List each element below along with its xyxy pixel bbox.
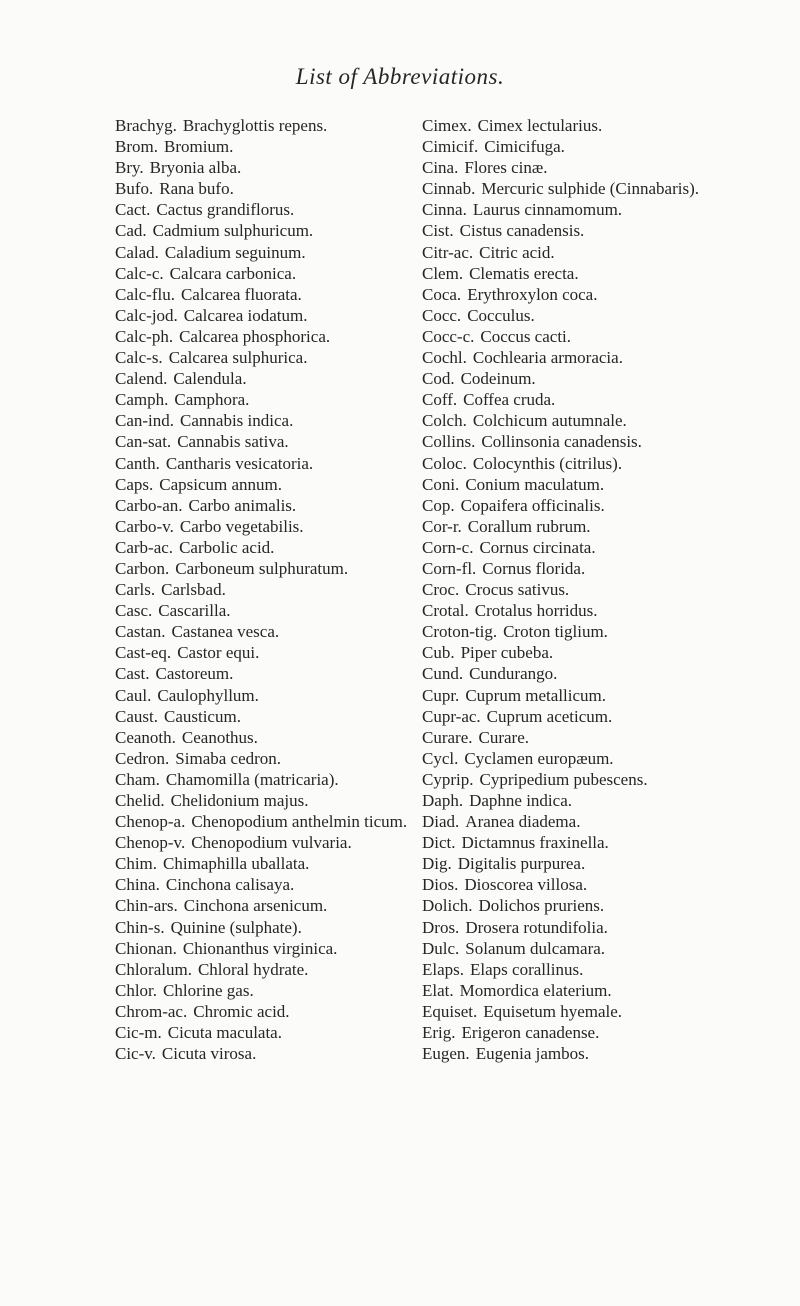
- remedy-name: Calcarea fluorata.: [180, 284, 302, 304]
- abbreviation-entry: [422, 305, 782, 326]
- abbreviation: Cina.: [422, 158, 459, 178]
- remedy-name: Digitalis purpurea.: [457, 854, 586, 874]
- remedy-name: Calcarea sulphurica.: [168, 348, 308, 368]
- abbreviation: Cinna.: [422, 200, 467, 220]
- remedy-name: Cicuta maculata.: [167, 1023, 282, 1043]
- abbreviation-entry: [422, 537, 782, 558]
- remedy-name: Momordica elaterium.: [459, 980, 612, 1000]
- abbreviation-entry: [115, 263, 435, 284]
- abbreviation: Chin-ars.: [115, 896, 178, 916]
- remedy-name: Rana bufo.: [159, 179, 234, 199]
- abbreviation: Calend.: [115, 369, 168, 389]
- abbreviation-entry: [115, 579, 435, 600]
- abbreviation: Coff.: [422, 390, 458, 410]
- abbreviation-entry: [115, 790, 435, 811]
- abbreviation: Caul.: [115, 685, 152, 705]
- remedy-name: Copaifera officinalis.: [460, 495, 605, 515]
- remedy-name: Chamomilla (matricaria).: [165, 769, 339, 789]
- abbreviation-entry: [115, 1001, 435, 1022]
- abbreviation: Ceanoth.: [115, 727, 176, 747]
- remedy-name: Carbo animalis.: [188, 495, 297, 515]
- remedy-name: Dioscorea villosa.: [464, 875, 588, 895]
- remedy-name: Cactus grandiflorus.: [156, 200, 295, 220]
- remedy-name: Cantharis vesicatoria.: [165, 453, 314, 473]
- remedy-name: Calcarea phosphorica.: [179, 326, 331, 346]
- abbreviation: Chenop-v.: [115, 833, 186, 853]
- abbreviation: Caust.: [115, 706, 158, 726]
- abbreviation: Brachyg.: [115, 116, 177, 135]
- abbreviation: Cupr-ac.: [422, 706, 481, 726]
- abbreviation-entry: [115, 326, 435, 347]
- remedy-name: Cuprum aceticum.: [486, 706, 613, 726]
- remedy-name: Castanea vesca.: [171, 622, 280, 642]
- abbreviation: Cic-v.: [115, 1044, 156, 1064]
- remedy-name: Bromium.: [163, 137, 234, 157]
- abbreviation-entry: [115, 980, 435, 1001]
- remedy-name: Cundurango.: [469, 664, 558, 684]
- remedy-name: Codeinum.: [460, 369, 536, 389]
- abbreviation-entry: [422, 263, 782, 284]
- abbreviation: Croton-tig.: [422, 622, 498, 642]
- abbreviation-entry: [422, 157, 782, 178]
- remedy-name: Carlsbad.: [161, 580, 226, 600]
- remedy-name: Cinchona calisaya.: [165, 875, 295, 895]
- abbreviation-entry: [115, 853, 435, 874]
- remedy-name: Calcarea iodatum.: [183, 305, 308, 325]
- page-title: List of Abbreviations.: [295, 64, 505, 89]
- remedy-name: Chimaphilla uballata.: [163, 854, 310, 874]
- remedy-name: Erigeron canadense.: [461, 1023, 600, 1043]
- abbreviation-entry: [115, 516, 435, 537]
- abbreviation-entry: [115, 136, 435, 157]
- abbreviation: Canth.: [115, 453, 160, 473]
- abbreviation-entry: [115, 938, 435, 959]
- abbreviation-entry: [115, 157, 435, 178]
- abbreviation-entry: [422, 706, 782, 727]
- abbreviation-entry: [115, 284, 435, 305]
- remedy-name: Cypripedium pubescens.: [479, 769, 648, 789]
- remedy-name: Erythroxylon coca.: [467, 284, 598, 304]
- abbreviation: Cor-r.: [422, 516, 462, 536]
- abbreviation-entry: [422, 579, 782, 600]
- abbreviation-entry: [422, 1022, 782, 1043]
- abbreviation-entry: [422, 790, 782, 811]
- remedy-name: Cinchona arsenicum.: [183, 896, 328, 916]
- abbreviation-entry: [115, 769, 435, 790]
- abbreviation-entry: [115, 220, 435, 241]
- abbreviation: Elaps.: [422, 959, 465, 979]
- abbreviation: Corn-c.: [422, 537, 474, 557]
- abbreviation: Chin-s.: [115, 917, 165, 937]
- remedy-name: Simaba cedron.: [175, 748, 282, 768]
- abbreviation: Dios.: [422, 875, 459, 895]
- abbreviation: Collins.: [422, 432, 476, 452]
- abbreviation: Crotal.: [422, 601, 469, 621]
- remedy-name: Collinsonia canadensis.: [481, 432, 642, 452]
- abbreviation: Chelid.: [115, 791, 165, 810]
- abbreviation: Carb-ac.: [115, 537, 174, 557]
- remedy-name: Flores cinæ.: [464, 158, 548, 178]
- abbreviation-entry: [422, 178, 782, 199]
- abbreviation: Cupr.: [422, 685, 460, 705]
- abbreviation-entry: [115, 558, 435, 579]
- abbreviation: Coca.: [422, 284, 462, 304]
- remedy-name: Corallum rubrum.: [467, 516, 591, 536]
- abbreviation: Cham.: [115, 769, 160, 789]
- abbreviation: Clem.: [422, 263, 464, 283]
- remedy-name: Carbo vegetabilis.: [179, 516, 304, 536]
- abbreviation: Caps.: [115, 474, 154, 494]
- abbreviation-entry: [115, 727, 435, 748]
- abbreviation: Casc.: [115, 601, 153, 621]
- abbreviation: Castan.: [115, 622, 166, 642]
- abbreviation: Coni.: [422, 474, 460, 494]
- remedy-name: Chionanthus virginica.: [182, 938, 338, 958]
- abbreviation-entry: [422, 136, 782, 157]
- remedy-name: Curare.: [478, 727, 530, 747]
- abbreviation-entry: [115, 305, 435, 326]
- abbreviation-entry: [115, 895, 435, 916]
- abbreviation: Eugen.: [422, 1044, 470, 1064]
- remedy-name: Caladium seguinum.: [164, 242, 306, 262]
- abbreviation-entry: [115, 453, 435, 474]
- abbreviation-entry: [115, 178, 435, 199]
- abbreviation: Cocc-c.: [422, 326, 475, 346]
- abbreviation-entry: [115, 199, 435, 220]
- abbreviation-entry: [115, 685, 435, 706]
- remedy-name: Cocculus.: [467, 305, 535, 325]
- abbreviation: Cub.: [422, 643, 455, 663]
- abbreviation-entry: [422, 326, 782, 347]
- abbreviation: Chrom-ac.: [115, 1001, 188, 1021]
- remedy-name: Chenopodium anthelmin ticum.: [191, 812, 408, 832]
- abbreviation-entry: [422, 284, 782, 305]
- remedy-name: Bryonia alba.: [149, 158, 242, 178]
- abbreviation-entry: [115, 474, 435, 495]
- abbreviation: Bufo.: [115, 179, 154, 199]
- remedy-name: Caulophyllum.: [157, 685, 259, 705]
- abbreviation: Chenop-a.: [115, 812, 186, 832]
- abbreviation-entry: [422, 938, 782, 959]
- remedy-name: Cimicifuga.: [484, 137, 565, 157]
- abbreviation-entry: [422, 347, 782, 368]
- abbreviation: Carbo-v.: [115, 516, 174, 536]
- remedy-name: Cochlearia armoracia.: [472, 348, 623, 368]
- remedy-name: Chromic acid.: [193, 1001, 290, 1021]
- abbreviation: Cochl.: [422, 348, 467, 368]
- abbreviation: Daph.: [422, 791, 464, 810]
- abbreviation: Chim.: [115, 854, 158, 874]
- abbreviation-entry: [115, 874, 435, 895]
- abbreviation: Cad.: [115, 221, 147, 241]
- abbreviation: Cyprip.: [422, 769, 474, 789]
- abbreviation: Can-sat.: [115, 432, 172, 452]
- remedy-name: Cicuta virosa.: [161, 1044, 257, 1064]
- abbreviation: Cimicif.: [422, 137, 479, 157]
- abbreviation: Erig.: [422, 1023, 456, 1043]
- abbreviation: Carbo-an.: [115, 495, 183, 515]
- abbreviation-entry: [422, 663, 782, 684]
- abbreviation: Croc.: [422, 580, 460, 600]
- abbreviation: Dolich.: [422, 896, 473, 916]
- remedy-name: Castoreum.: [155, 664, 234, 684]
- abbreviation-entry: [422, 748, 782, 769]
- abbreviation: Cist.: [422, 221, 454, 241]
- abbreviation: Citr-ac.: [422, 242, 474, 262]
- abbreviation-entry: [115, 389, 435, 410]
- abbreviation-entry: [115, 347, 435, 368]
- abbreviation-entry: [422, 495, 782, 516]
- remedy-name: Citric acid.: [479, 242, 555, 262]
- abbreviation-entry: [115, 663, 435, 684]
- abbreviation: Cic-m.: [115, 1023, 162, 1043]
- abbreviation: Equiset.: [422, 1001, 478, 1021]
- right-column: [422, 115, 782, 1064]
- abbreviation-entry: [422, 685, 782, 706]
- abbreviation-entry: [115, 748, 435, 769]
- abbreviation: Chloralum.: [115, 959, 192, 979]
- abbreviation: Dros.: [422, 917, 460, 937]
- remedy-name: Aranea diadema.: [465, 812, 581, 832]
- abbreviation-entry: [115, 410, 435, 431]
- abbreviation-entry: [422, 242, 782, 263]
- abbreviation-entry: [115, 537, 435, 558]
- abbreviation: Calad.: [115, 242, 159, 262]
- remedy-name: Daphne indica.: [469, 791, 572, 810]
- abbreviation-entry: [422, 368, 782, 389]
- remedy-name: Mercuric sulphide (Cinnabaris).: [481, 179, 699, 199]
- abbreviation-entry: [115, 642, 435, 663]
- remedy-name: Quinine (sulphate).: [170, 917, 302, 937]
- abbreviation: Cycl.: [422, 748, 459, 768]
- remedy-name: Clematis erecta.: [469, 263, 579, 283]
- remedy-name: Coccus cacti.: [480, 326, 572, 346]
- abbreviation-entry: [115, 832, 435, 853]
- abbreviation: Cod.: [422, 369, 455, 389]
- remedy-name: Chenopodium vulvaria.: [191, 833, 352, 853]
- abbreviation: China.: [115, 875, 160, 895]
- abbreviation: Elat.: [422, 980, 454, 1000]
- abbreviation: Chlor.: [115, 980, 158, 1000]
- remedy-name: Camphora.: [174, 390, 250, 410]
- abbreviation-entry: [422, 621, 782, 642]
- abbreviation-entry: [422, 600, 782, 621]
- remedy-name: Cascarilla.: [158, 601, 231, 621]
- abbreviation: Dig.: [422, 854, 452, 874]
- abbreviation: Cocc.: [422, 305, 462, 325]
- abbreviation-entry: [422, 811, 782, 832]
- remedy-name: Solanum dulcamara.: [465, 938, 606, 958]
- remedy-name: Elaps corallinus.: [470, 959, 584, 979]
- abbreviation-entry: [115, 1043, 435, 1064]
- abbreviation: Cinnab.: [422, 179, 476, 199]
- abbreviation-entry: [422, 199, 782, 220]
- remedy-name: Coffea cruda.: [463, 390, 556, 410]
- remedy-name: Piper cubeba.: [460, 643, 554, 663]
- abbreviation-entry: [115, 115, 435, 136]
- remedy-name: Cyclamen europæum.: [464, 748, 614, 768]
- abbreviation-entry: [422, 832, 782, 853]
- abbreviation: Cast.: [115, 664, 150, 684]
- remedy-name: Equisetum hyemale.: [483, 1001, 623, 1021]
- remedy-name: Brachyglottis repens.: [182, 116, 328, 135]
- abbreviation-entry: [115, 242, 435, 263]
- abbreviation-entry: [422, 474, 782, 495]
- abbreviation: Calc-s.: [115, 348, 163, 368]
- remedy-name: Calendula.: [173, 369, 247, 389]
- abbreviation: Cact.: [115, 200, 151, 220]
- remedy-name: Cimex lectularius.: [477, 116, 603, 135]
- abbreviation: Cop.: [422, 495, 455, 515]
- abbreviation-entry: [422, 642, 782, 663]
- abbreviation: Dulc.: [422, 938, 460, 958]
- abbreviation: Bry.: [115, 158, 144, 178]
- remedy-name: Crocus sativus.: [465, 580, 570, 600]
- remedy-name: Cannabis indica.: [180, 411, 294, 431]
- remedy-name: Dictamnus fraxinella.: [461, 833, 609, 853]
- abbreviation-entry: [115, 431, 435, 452]
- abbreviation-entry: [422, 453, 782, 474]
- abbreviation-entry: [422, 853, 782, 874]
- abbreviation: Diad.: [422, 812, 460, 832]
- abbreviation-entry: [422, 727, 782, 748]
- remedy-name: Colchicum autumnale.: [472, 411, 627, 431]
- abbreviation-entry: [422, 874, 782, 895]
- abbreviation: Dict.: [422, 833, 456, 853]
- abbreviation-entry: [115, 706, 435, 727]
- abbreviation-entry: [422, 220, 782, 241]
- remedy-name: Cornus circinata.: [479, 537, 596, 557]
- remedy-name: Carboneum sulphuratum.: [175, 558, 349, 578]
- abbreviation: Cund.: [422, 664, 464, 684]
- remedy-name: Cadmium sulphuricum.: [152, 221, 314, 241]
- abbreviation-entry: [422, 558, 782, 579]
- remedy-name: Cuprum metallicum.: [465, 685, 607, 705]
- abbreviation-entry: [115, 917, 435, 938]
- remedy-name: Croton tiglium.: [503, 622, 608, 642]
- abbreviation: Brom.: [115, 137, 158, 157]
- remedy-name: Castor equi.: [177, 643, 260, 663]
- abbreviation-entry: [422, 115, 782, 136]
- remedy-name: Calcara carbonica.: [169, 263, 297, 283]
- abbreviation: Calc-ph.: [115, 326, 174, 346]
- abbreviation-entry: [422, 980, 782, 1001]
- abbreviation-entry: [115, 811, 435, 832]
- abbreviation-entry: [422, 959, 782, 980]
- remedy-name: Carbolic acid.: [179, 537, 275, 557]
- abbreviation-entry: [422, 1043, 782, 1064]
- abbreviation: Chionan.: [115, 938, 177, 958]
- abbreviation: Calc-jod.: [115, 305, 178, 325]
- remedy-name: Cornus florida.: [482, 558, 586, 578]
- abbreviation-entry: [422, 389, 782, 410]
- remedy-name: Ceanothus.: [181, 727, 258, 747]
- abbreviation: Can-ind.: [115, 411, 175, 431]
- remedy-name: Crotalus horridus.: [474, 601, 598, 621]
- abbreviation: Corn-fl.: [422, 558, 477, 578]
- abbreviation: Camph.: [115, 390, 169, 410]
- remedy-name: Cannabis sativa.: [177, 432, 289, 452]
- abbreviation: Colch.: [422, 411, 467, 431]
- remedy-name: Chelidonium majus.: [170, 791, 309, 810]
- abbreviation-entry: [115, 1022, 435, 1043]
- abbreviation: Calc-flu.: [115, 284, 175, 304]
- abbreviation-entry: [422, 516, 782, 537]
- remedy-name: Chlorine gas.: [163, 980, 254, 1000]
- remedy-name: Cistus canadensis.: [459, 221, 585, 241]
- abbreviation-entry: [422, 917, 782, 938]
- remedy-name: Laurus cinnamomum.: [472, 200, 623, 220]
- remedy-name: Eugenia jambos.: [475, 1044, 589, 1064]
- abbreviation: Calc-c.: [115, 263, 164, 283]
- abbreviation: Curare.: [422, 727, 473, 747]
- remedy-name: Chloral hydrate.: [197, 959, 309, 979]
- remedy-name: Causticum.: [163, 706, 241, 726]
- remedy-name: Drosera rotundifolia.: [465, 917, 608, 937]
- abbreviation-entry: [115, 959, 435, 980]
- abbreviation-entry: [115, 368, 435, 389]
- abbreviation: Carls.: [115, 580, 156, 600]
- left-column: [115, 115, 435, 1064]
- abbreviation-entry: [115, 600, 435, 621]
- abbreviation-entry: [422, 410, 782, 431]
- abbreviation-entry: [115, 621, 435, 642]
- abbreviation: Cedron.: [115, 748, 170, 768]
- abbreviation: Cast-eq.: [115, 643, 172, 663]
- abbreviation-entry: [422, 895, 782, 916]
- abbreviation-entry: [115, 495, 435, 516]
- abbreviation-entry: [422, 769, 782, 790]
- abbreviation: Cimex.: [422, 116, 472, 135]
- remedy-name: Capsicum annum.: [159, 474, 283, 494]
- remedy-name: Dolichos pruriens.: [478, 896, 605, 916]
- abbreviation: Coloc.: [422, 453, 467, 473]
- abbreviation: Carbon.: [115, 558, 170, 578]
- abbreviation-entry: [422, 431, 782, 452]
- remedy-name: Conium maculatum.: [465, 474, 605, 494]
- remedy-name: Colocynthis (citrilus).: [472, 453, 623, 473]
- abbreviation-entry: [422, 1001, 782, 1022]
